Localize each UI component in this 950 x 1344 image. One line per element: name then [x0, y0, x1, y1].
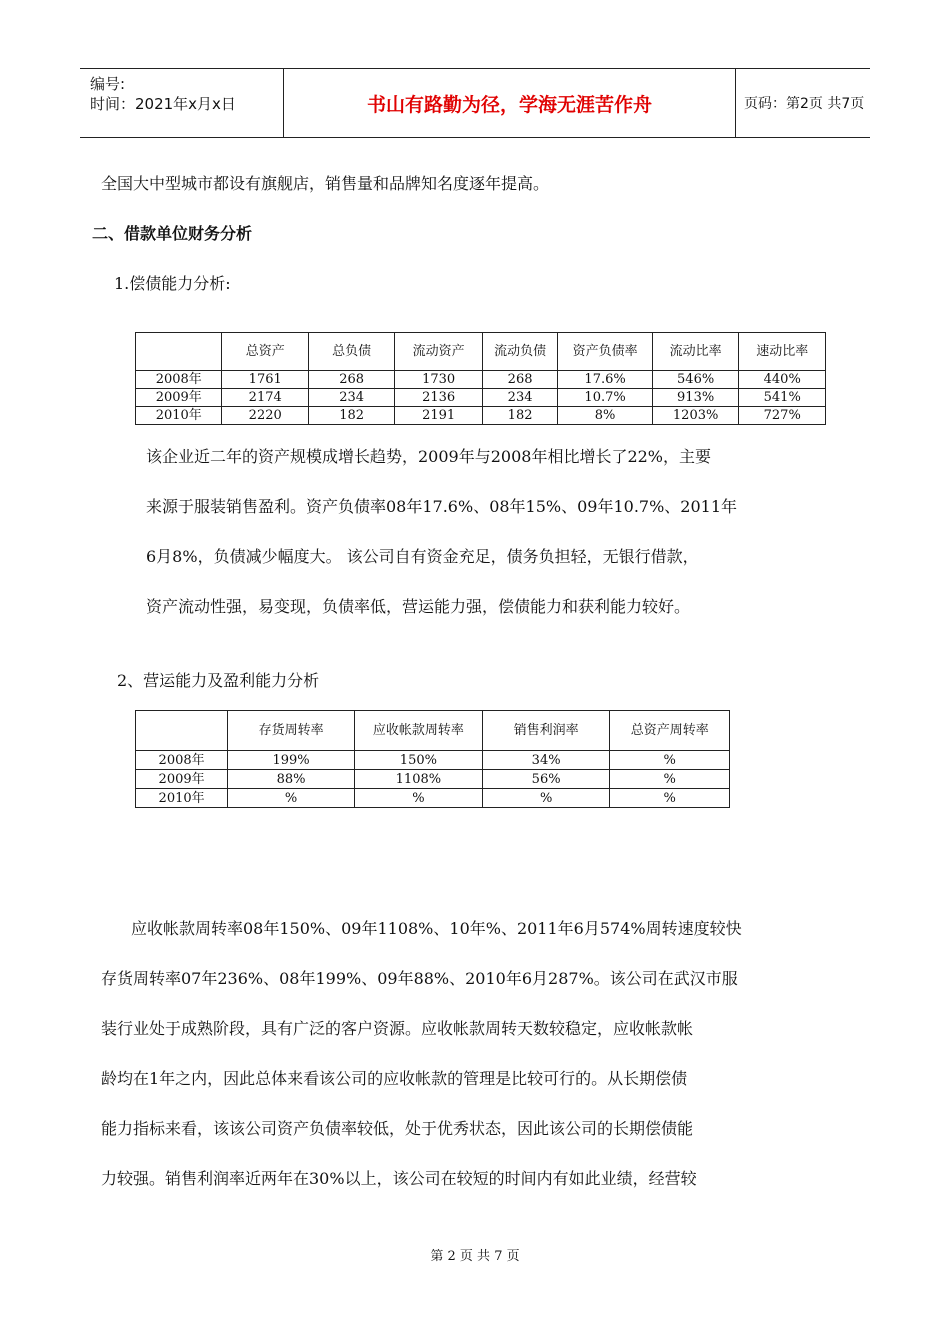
- table-cell: 2220: [222, 407, 308, 425]
- subsection-title-1: 1.偿债能力分析:: [114, 274, 231, 293]
- table-cell: 2009年: [136, 389, 222, 407]
- table-row: [136, 389, 826, 407]
- table-cell: 2009年: [136, 770, 228, 789]
- table-cell: 2008年: [136, 371, 222, 389]
- table-cell: 440%: [739, 371, 826, 389]
- paragraph-line: 来源于服装销售盈利。资产负债率08年17.6%、08年15%、09年10.7%、2011年: [146, 497, 738, 516]
- table-cell: 34%: [482, 751, 610, 770]
- table-row: [136, 407, 826, 425]
- table-header-cell: [136, 711, 228, 751]
- header-page: 页码：第2页 共7页: [744, 96, 865, 112]
- table-cell: 913%: [652, 389, 739, 407]
- table-row: [136, 371, 826, 389]
- header-motto: 书山有路勤为径，学海无涯苦作舟: [283, 69, 736, 137]
- table-cell: %: [228, 789, 355, 808]
- paragraph-line: 力较强。销售利润率近两年在30%以上，该公司在较短的时间内有如此业绩，经营较: [101, 1169, 697, 1188]
- table-cell: 268: [308, 371, 394, 389]
- table-row: [136, 770, 730, 789]
- table-header-cell: 总资产: [222, 333, 308, 371]
- solvency-table: [135, 332, 826, 425]
- operating-table: [135, 710, 730, 808]
- table-cell: %: [610, 751, 730, 770]
- table-header-cell: 销售利润率: [482, 711, 610, 751]
- table-header-cell: 速动比率: [739, 333, 826, 371]
- table-cell: 1203%: [652, 407, 739, 425]
- table-cell: 8%: [558, 407, 652, 425]
- table-cell: 541%: [739, 389, 826, 407]
- paragraph-line: 能力指标来看，该该公司资产负债率较低，处于优秀状态，因此该公司的长期偿债能: [101, 1119, 694, 1138]
- table-header-cell: 流动负债: [482, 333, 558, 371]
- table-header-row: [136, 711, 730, 751]
- paragraph-line: 装行业处于成熟阶段，具有广泛的客户资源。应收帐款周转天数较稳定，应收帐款帐: [101, 1019, 694, 1038]
- table-cell: %: [610, 770, 730, 789]
- table-cell: 1108%: [354, 770, 482, 789]
- table-row: [136, 789, 730, 808]
- table-header-cell: 总资产周转率: [610, 711, 730, 751]
- table-cell: 2010年: [136, 789, 228, 808]
- table-cell: %: [354, 789, 482, 808]
- page-header: [80, 68, 870, 138]
- header-meta: [80, 69, 283, 137]
- header-time: 时间：2021年x月x日: [90, 95, 236, 113]
- table-cell: 182: [308, 407, 394, 425]
- intro-paragraph: 全国大中型城市都设有旗舰店，销售量和品牌知名度逐年提高。: [101, 174, 550, 193]
- header-number: 编号:: [90, 75, 126, 93]
- paragraph-line: 6月8%，负债减少幅度大。 该公司自有资金充足，债务负担轻，无银行借款，: [146, 547, 699, 566]
- table-cell: 17.6%: [558, 371, 652, 389]
- table-cell: 2010年: [136, 407, 222, 425]
- table-cell: 1730: [395, 371, 482, 389]
- table-cell: 268: [482, 371, 558, 389]
- table-header-cell: 流动比率: [652, 333, 739, 371]
- table-cell: 2174: [222, 389, 308, 407]
- table-cell: 199%: [228, 751, 355, 770]
- table-cell: 2191: [395, 407, 482, 425]
- table-cell: 1761: [222, 371, 308, 389]
- table-cell: 10.7%: [558, 389, 652, 407]
- table-header-cell: 总负债: [308, 333, 394, 371]
- paragraph-line: 龄均在1年之内，因此总体来看该公司的应收帐款的管理是比较可行的。从长期偿债: [101, 1069, 688, 1088]
- paragraph-line: 该企业近二年的资产规模成增长趋势，2009年与2008年相比增长了22%，主要: [146, 447, 712, 466]
- table-cell: 150%: [354, 751, 482, 770]
- table-header-cell: 流动资产: [395, 333, 482, 371]
- section-title: 二、借款单位财务分析: [92, 224, 253, 243]
- paragraph-line: 存货周转率07年236%、08年199%、09年88%、2010年6月287%。该公司在武汉市服: [101, 969, 738, 988]
- table-header-cell: 资产负债率: [558, 333, 652, 371]
- paragraph-line: 资产流动性强，易变现，负债率低，营运能力强，偿债能力和获利能力较好。: [146, 597, 691, 616]
- table-cell: 2008年: [136, 751, 228, 770]
- table-header-cell: 应收帐款周转率: [354, 711, 482, 751]
- table-header-row: [136, 333, 826, 371]
- paragraph-line: 应收帐款周转率08年150%、09年1108%、10年%、2011年6月574%周转速度较快: [131, 919, 742, 938]
- table-cell: 727%: [739, 407, 826, 425]
- table-cell: 2136: [395, 389, 482, 407]
- table-row: [136, 751, 730, 770]
- page-footer: 第 2 页 共 7 页: [430, 1249, 520, 1264]
- table-cell: 182: [482, 407, 558, 425]
- table-header-cell: [136, 333, 222, 371]
- table-cell: %: [482, 789, 610, 808]
- table-cell: 546%: [652, 371, 739, 389]
- table-cell: 88%: [228, 770, 355, 789]
- table-cell: 234: [308, 389, 394, 407]
- table-header-cell: 存货周转率: [228, 711, 355, 751]
- table-cell: 234: [482, 389, 558, 407]
- table-cell: %: [610, 789, 730, 808]
- table-cell: 56%: [482, 770, 610, 789]
- subsection-title-2: 2、营运能力及盈利能力分析: [117, 671, 320, 690]
